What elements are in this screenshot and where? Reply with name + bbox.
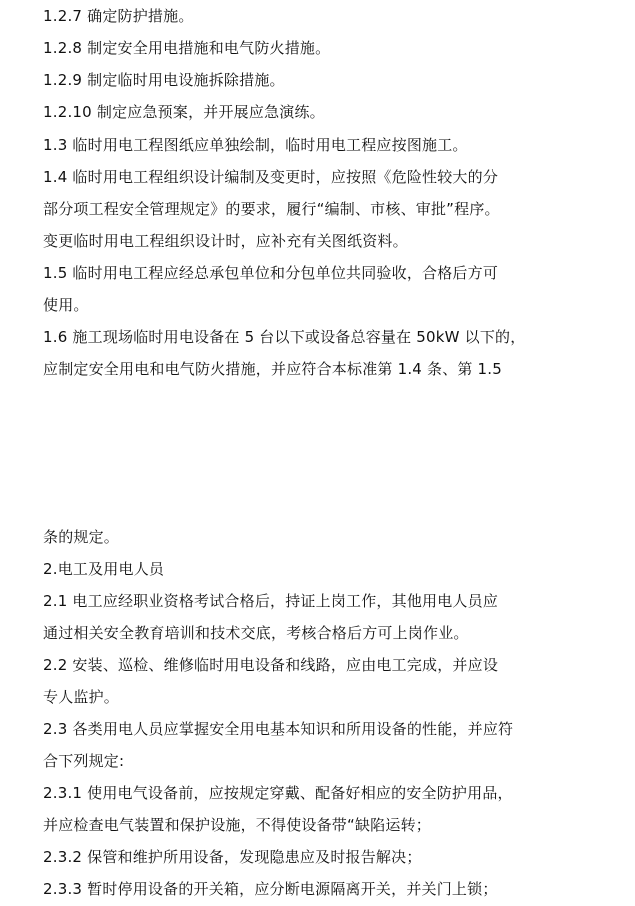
text-line-4: 1.2.10 制定应急预案，并开展应急演练。 xyxy=(43,103,325,121)
text-line-16: 通过相关安全教育培训和技术交底，考核合格后方可上岗作业。 xyxy=(43,624,469,642)
text-line-9: 1.5 临时用电工程应经总承包单位和分包单位共同验收，合格后方可 xyxy=(43,264,499,282)
text-line-23: 2.3.2 保管和维护所用设备，发现隐患应及时报告解决； xyxy=(43,848,422,866)
text-line-14: 2.电工及用电人员 xyxy=(43,560,165,578)
text-line-12: 应制定安全用电和电气防火措施，并应符合本标准第 1.4 条、第 1.5 xyxy=(43,360,503,378)
text-line-15: 2.1 电工应经职业资格考试合格后，持证上岗工作，其他用电人员应 xyxy=(43,592,499,610)
text-line-24: 2.3.3 暂时停用设备的开关箱，应分断电源隔离开关，并关门上锁； xyxy=(43,880,498,898)
text-line-5: 1.3 临时用电工程图纸应单独绘制，临时用电工程应按图施工。 xyxy=(43,136,468,154)
text-line-21: 2.3.1 使用电气设备前，应按规定穿戴、配备好相应的安全防护用品， xyxy=(43,784,513,802)
text-line-3: 1.2.9 制定临时用电设施拆除措施。 xyxy=(43,71,285,89)
text-line-20: 合下列规定: xyxy=(43,752,125,770)
text-line-19: 2.3 各类用电人员应掌握安全用电基本知识和所用设备的性能，并应符 xyxy=(43,720,514,738)
text-line-7: 部分项工程安全管理规定》的要求，履行“编制、市核、审批”程序。 xyxy=(43,200,500,218)
text-line-10: 使用。 xyxy=(43,296,89,314)
text-line-6: 1.4 临时用电工程组织设计编制及变更时，应按照《危险性较大的分 xyxy=(43,168,499,186)
text-line-13: 条的规定。 xyxy=(43,528,120,546)
text-line-1: 1.2.7 确定防护措施。 xyxy=(43,7,194,25)
text-line-22: 并应检查电气装置和保护设施，不得使设备带“缺陷运转； xyxy=(43,816,431,834)
text-line-17: 2.2 安装、巡检、维修临时用电设备和线路，应由电工完成，并应设 xyxy=(43,656,499,674)
text-line-8: 变更临时用电工程组织设计时，应补充有关图纸资料。 xyxy=(43,232,408,250)
text-line-18: 专人监护。 xyxy=(43,688,120,706)
text-line-2: 1.2.8 制定安全用电措施和电气防火措施。 xyxy=(43,39,331,57)
text-line-11: 1.6 施工现场临时用电设备在 5 台以下或设备总容量在 50kW 以下的， xyxy=(43,328,526,346)
